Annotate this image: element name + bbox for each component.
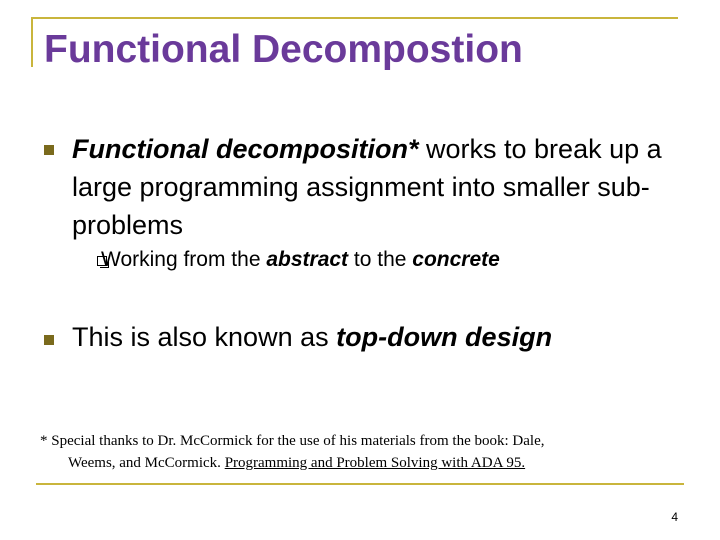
footnote-line-2-text: Weems, and McCormick. [68, 455, 225, 471]
footnote-line-2 [40, 452, 680, 474]
footnote-line-1: * Special thanks to Dr. McCormick for the use of his materials from the book: Dale, [40, 433, 545, 449]
square-bullet-icon [44, 145, 54, 155]
page-number: 4 [671, 510, 678, 524]
bullet-emphasis-top-down: top-down design [336, 322, 553, 352]
slide-title: Functional Decompostion [44, 28, 523, 71]
title-frame-left-line [31, 17, 33, 67]
sub-bullet-text-mid: to the [348, 248, 413, 271]
sub-bullet-abstract-concrete [101, 248, 500, 272]
footnote [40, 430, 680, 474]
bullet-text-pre: This is also known as [72, 322, 337, 352]
footnote-book-title: Programming and Problem Solving with ADA 95. [224, 455, 526, 471]
footer-rule [36, 483, 684, 485]
title-frame-top-line [31, 17, 678, 19]
bullet-text: works to break up a large programming assignment into smaller sub-problems [72, 134, 662, 240]
bullet-top-down-design [72, 322, 552, 353]
bullet-emphasis: Functional decomposition* [72, 134, 419, 164]
sub-bullet-text-pre: Working from the [101, 248, 267, 271]
sub-bullet-emphasis-concrete: concrete [412, 248, 500, 271]
square-bullet-icon [44, 335, 54, 345]
sub-bullet-emphasis-abstract: abstract [266, 248, 349, 271]
bullet-functional-decomposition [72, 130, 682, 244]
